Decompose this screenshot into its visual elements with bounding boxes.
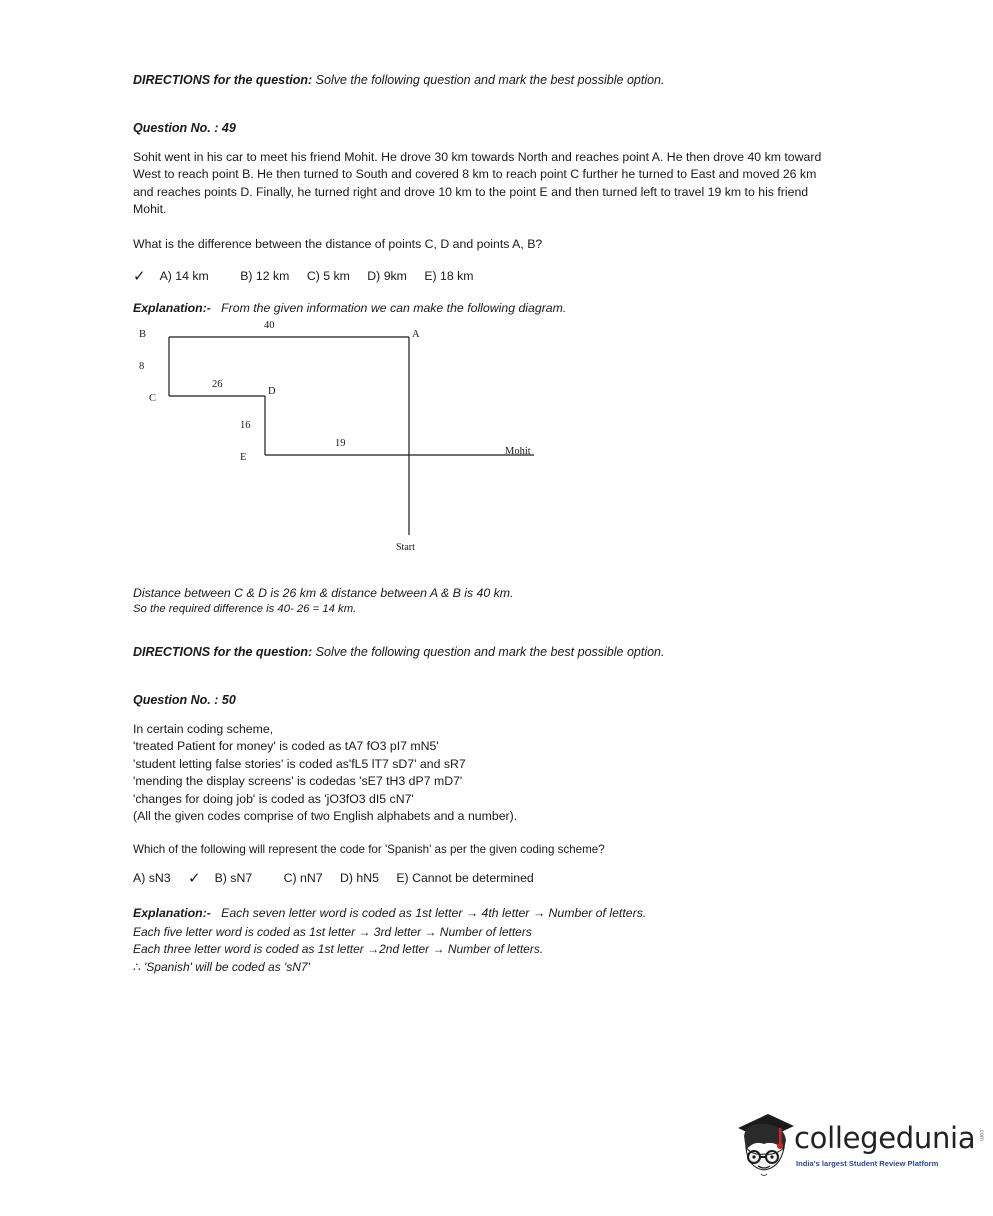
logo-tagline: India's largest Student Review Platform: [796, 1159, 939, 1168]
q50-coding-line: (All the given codes comprise of two English alphabets and a number).: [133, 809, 518, 824]
q50-number: Question No. : 50: [133, 693, 236, 707]
q49-directions-label: DIRECTIONS for the question:: [133, 73, 313, 87]
label-c: C: [149, 393, 157, 404]
label-40: 40: [264, 320, 275, 331]
q50-coding-block: [133, 721, 517, 825]
label-26: 26: [212, 379, 223, 390]
q49-conclusion-2: So the required difference is 40- 26 = 14 km.: [133, 603, 357, 615]
q50-directions: [133, 645, 664, 659]
checkmark-icon: ✓: [133, 268, 146, 285]
q50-explanation-line-1: [133, 906, 646, 920]
q49-option-d: D) 9km: [367, 269, 407, 283]
q50-explanation-line: ∴ 'Spanish' will be coded as 'sN7': [133, 959, 310, 974]
q49-explanation-label: Explanation:-: [133, 301, 211, 315]
q50-explanation-label: Explanation:-: [133, 906, 211, 920]
q49-passage-line: Mohit.: [133, 201, 167, 216]
q50-directions-label: DIRECTIONS for the question:: [133, 645, 313, 659]
logo-com: .com: [978, 1128, 984, 1142]
label-start: Start: [396, 542, 415, 553]
q49-passage-line: Sohit went in his car to meet his friend Mohit. He drove 30 km towards North and reaches point A. He then drove 40 km toward: [133, 150, 822, 164]
q50-options: [133, 868, 548, 886]
q49-option-e: E) 18 km: [424, 269, 474, 283]
q49-option-b: B) 12 km: [240, 269, 290, 283]
label-19: 19: [335, 438, 346, 449]
q50-option-e: E) Cannot be determined: [396, 871, 534, 885]
q50-explanation-text: Each seven letter word is coded as 1st letter → 4th letter → Number of letters.: [221, 906, 647, 920]
q50-coding-line: 'treated Patient for money' is coded as tA7 fO3 pI7 mN5': [133, 739, 439, 754]
logo-wordmark: collegedunia: [794, 1121, 976, 1155]
q50-coding-line: 'student letting false stories' is coded as'fL5 lT7 sD7' and sR7: [133, 756, 466, 771]
q49-question: What is the difference between the distance of points C, D and points A, B?: [133, 237, 543, 251]
label-8: 8: [139, 361, 145, 372]
q50-option-b-text: B) sN7: [214, 871, 253, 885]
q49-passage-line: and reaches points D. Finally, he turned right and drove 10 km to the point E and then turned left to travel 19 km to his friend: [133, 184, 809, 199]
q49-explanation-text: From the given information we can make the following diagram.: [221, 301, 567, 315]
q50-explanation-line: Each five letter word is coded as 1st letter → 3rd letter → Number of letters: [133, 925, 532, 939]
q50-coding-line: In certain coding scheme,: [133, 722, 274, 736]
q49-option-c: C) 5 km: [306, 269, 350, 283]
q50-question: Which of the following will represent the code for 'Spanish' as per the given coding scheme?: [133, 843, 605, 856]
label-a: A: [412, 329, 420, 340]
label-mohit: Mohit: [505, 446, 531, 457]
q50-option-d: D) hN5: [339, 871, 379, 885]
q49-passage-line: West to reach point B. He then turned to South and covered 8 km to reach point C further he turned to East and moved 26 km: [133, 167, 817, 182]
q50-directions-text: Solve the following question and mark the best possible option.: [315, 645, 665, 659]
label-16: 16: [240, 420, 251, 431]
label-d: D: [268, 386, 276, 397]
q49-option-a-text: A) 14 km: [159, 269, 209, 283]
q50-option-a: A) sN3: [133, 871, 171, 885]
q50-option-c: C) nN7: [283, 871, 323, 885]
q49-directions-text: Solve the following question and mark the best possible option.: [315, 73, 665, 87]
q50-option-b: [188, 871, 266, 885]
q50-explanation-block: [133, 924, 543, 976]
label-e: E: [240, 452, 247, 463]
q49-conclusion-1: Distance between C & D is 26 km & distance between A & B is 40 km.: [133, 586, 514, 600]
q50-explanation-line: Each three letter word is coded as 1st letter →2nd letter → Number of letters.: [133, 942, 544, 957]
q50-coding-line: 'mending the display screens' is codedas 'sE7 tH3 dP7 mD7': [133, 774, 463, 789]
q50-coding-line: 'changes for doing job' is coded as 'jO3fO3 dI5 cN7': [133, 791, 414, 806]
checkmark-icon: ✓: [188, 870, 201, 887]
label-b: B: [139, 329, 147, 340]
diagram-paths: [169, 337, 534, 535]
mascot-logo-icon: [734, 1110, 796, 1180]
q49-number: Question No. : 49: [133, 121, 236, 135]
